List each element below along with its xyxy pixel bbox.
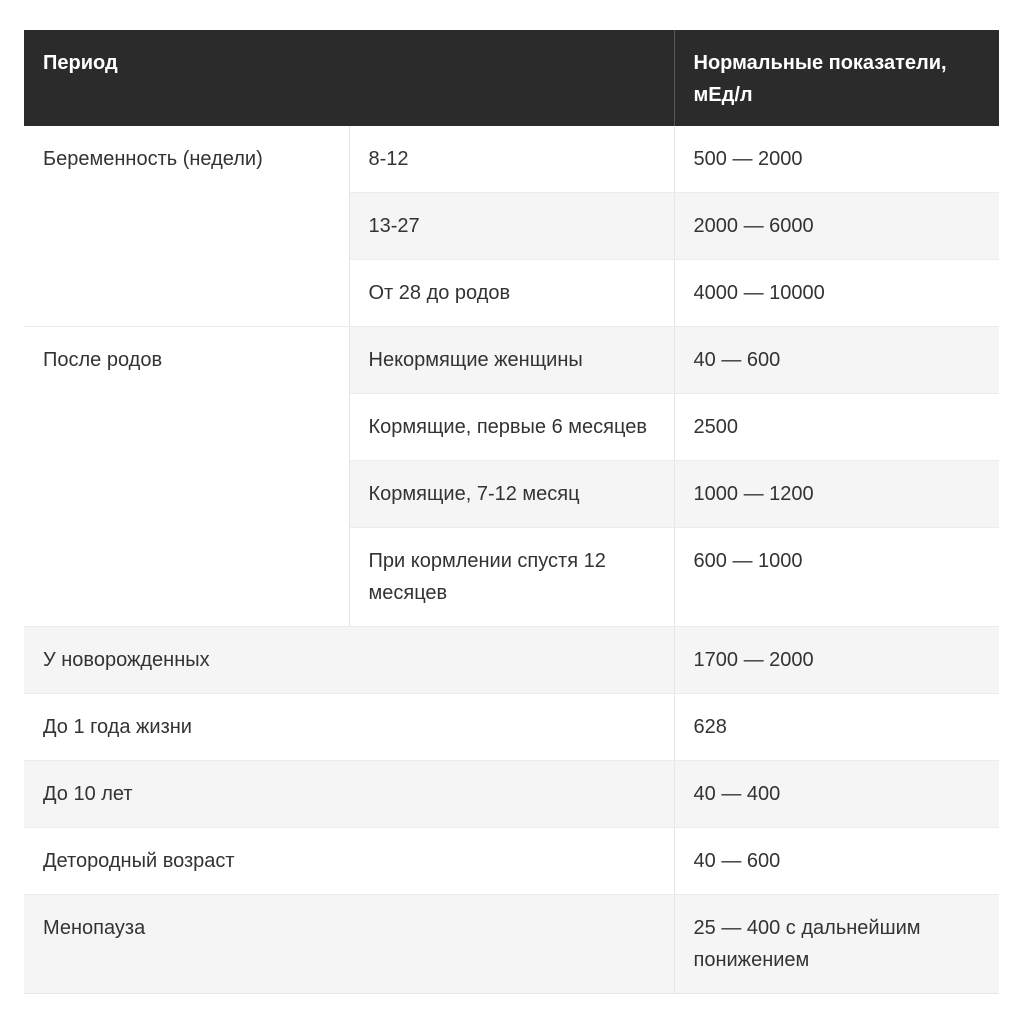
table-row bbox=[24, 761, 999, 828]
hcg-norms-table bbox=[24, 30, 999, 994]
table-row bbox=[24, 895, 999, 994]
period-label-cell: Детородный возраст bbox=[24, 828, 674, 895]
value-cell: 40 — 600 bbox=[674, 327, 999, 394]
sub-period-cell: 13-27 bbox=[349, 193, 674, 260]
table-header-row bbox=[24, 30, 999, 126]
table-row bbox=[24, 694, 999, 761]
sub-period-cell: Кормящие, 7-12 месяц bbox=[349, 461, 674, 528]
period-label-cell: У новорожденных bbox=[24, 627, 674, 694]
header-normal-values: Нормальные показатели, мЕд/л bbox=[674, 30, 999, 126]
cropped-text-fragment bbox=[0, 0, 1024, 6]
group-pregnancy-label: Беременность (недели) bbox=[24, 126, 349, 327]
sub-period-cell: Кормящие, первые 6 месяцев bbox=[349, 394, 674, 461]
value-cell: 2000 — 6000 bbox=[674, 193, 999, 260]
header-period: Период bbox=[24, 30, 674, 126]
table-row bbox=[24, 126, 999, 193]
sub-period-cell: 8-12 bbox=[349, 126, 674, 193]
period-label-cell: Менопауза bbox=[24, 895, 674, 994]
table-row bbox=[24, 828, 999, 895]
table-row bbox=[24, 327, 999, 394]
value-cell: 40 — 400 bbox=[674, 761, 999, 828]
sub-period-cell: Некормящие женщины bbox=[349, 327, 674, 394]
value-cell: 4000 — 10000 bbox=[674, 260, 999, 327]
period-label-cell: До 10 лет bbox=[24, 761, 674, 828]
value-cell: 25 — 400 с дальнейшим понижением bbox=[674, 895, 999, 994]
value-cell: 2500 bbox=[674, 394, 999, 461]
value-cell: 1000 — 1200 bbox=[674, 461, 999, 528]
value-cell: 40 — 600 bbox=[674, 828, 999, 895]
value-cell: 628 bbox=[674, 694, 999, 761]
value-cell: 500 — 2000 bbox=[674, 126, 999, 193]
value-cell: 600 — 1000 bbox=[674, 528, 999, 627]
group-postpartum-label: После родов bbox=[24, 327, 349, 627]
value-cell: 1700 — 2000 bbox=[674, 627, 999, 694]
sub-period-cell: При кормлении спустя 12 месяцев bbox=[349, 528, 674, 627]
sub-period-cell: От 28 до родов bbox=[349, 260, 674, 327]
table-row bbox=[24, 627, 999, 694]
period-label-cell: До 1 года жизни bbox=[24, 694, 674, 761]
